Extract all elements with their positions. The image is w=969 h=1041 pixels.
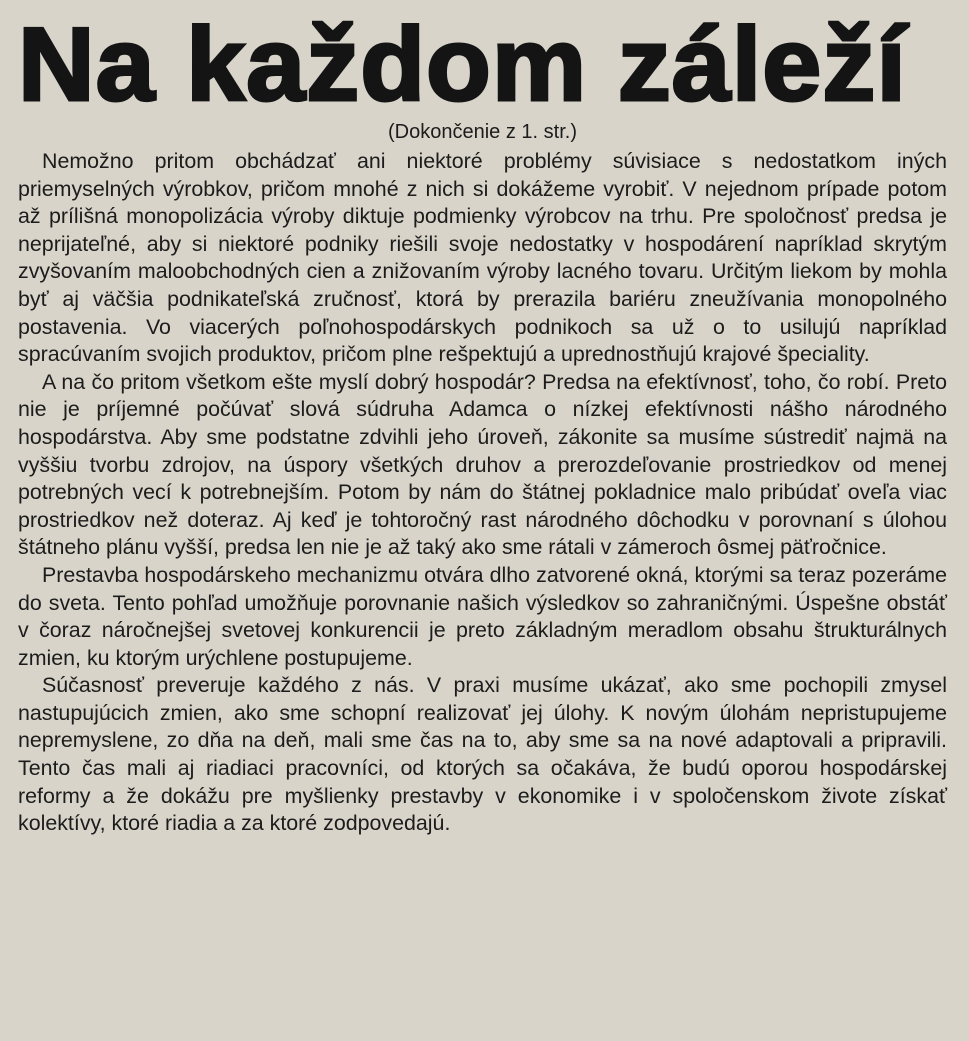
article-body bbox=[18, 148, 947, 838]
continuation-note: (Dokončenie z 1. str.) bbox=[388, 121, 577, 143]
paragraph-3: Prestavba hospodárskeho mechanizmu otvára dlho zatvorené okná, ktorými sa teraz pozeráme do sveta. Tento pohľad umožňuje porovnanie našich výsledkov so zahraničnými. Úspešne obstáť v čoraz náročnejšej svetovej konkurencii je preto základným meradlom obsahu štrukturálnych zmien, ku ktorým urýchlene postupujeme. bbox=[18, 562, 947, 670]
paragraph-1: Nemožno pritom obchádzať ani niektoré problémy súvisiace s nedostatkom iných priemyselných výrobkov, pričom mnohé z nich si dokážeme vyrobiť. V nejednom prípade potom až prílišná monopolizácia výroby diktuje podmienky výrobcov na trhu. Pre spoločnosť predsa je neprijateľné, aby si niektoré podniky riešili svoje nedostatky v hospodárení napríklad skrytým zvyšovaním maloobchodných cien a znižovaním výroby lacného tovaru. Určitým liekom by mohla byť aj väčšia podnikateľská zručnosť, ktorá by prerazila bariéru zneužívania monopolného postavenia. Vo viacerých poľnohospodárskych podnikoch sa už o to usilujú napríklad spracúvaním svojich produktov, pričom plne rešpektujú a uprednostňujú krajové špeciality. bbox=[18, 149, 947, 367]
paragraph-4: Súčasnosť preveruje každého z nás. V praxi musíme ukázať, ako sme pochopili zmysel nastupujúcich zmien, ako sme schopní realizovať jej úlohy. K novým úlohám nepristupujeme nepremyslene, zo dňa na deň, mali sme čas na to, aby sme sa na nové adaptovali a pripravili. Tento čas mali aj riadiaci pracovníci, od ktorých sa očakáva, že budú oporou hospodárskej reformy a že dokážu pre myšlienky prestavby v ekonomike i v spoločenskom živote získať kolektívy, ktoré riadia a za ktoré zodpovedajú. bbox=[18, 673, 947, 836]
headline: Na každom záleží bbox=[18, 7, 907, 123]
paragraph-2: A na čo pritom všetkom ešte myslí dobrý hospodár? Predsa na efektívnosť, toho, čo robí. Preto nie je príjemné počúvať slová súdruha Adamca o nízkej efektívnosti nášho národného hospodárstva. Aby sme podstatne zdvihli jeho úroveň, zákonite sa musíme sústrediť najmä na vyššiu tvorbu zdrojov, na úspory všetkých druhov a prerozdeľovanie prostriedkov od menej potrebných vecí k potrebnejším. Potom by nám do štátnej pokladnice malo pribúdať oveľa viac prostriedkov než doteraz. Aj keď je tohtoročný rast národného dôchodku v porovnaní s úlohou štátneho plánu vyšší, predsa len nie je až taký ako sme rátali v zámeroch ôsmej päťročnice. bbox=[18, 369, 947, 560]
